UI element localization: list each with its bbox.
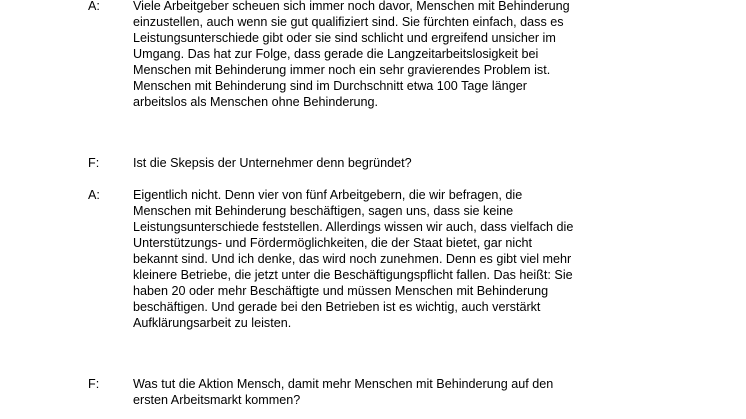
interview-entry (0, 0, 746, 110)
speaker-label: A: (88, 0, 100, 13)
text-line: bekannt sind. Und ich denke, das wird noch zunehmen. Denn es gibt viel mehr (133, 252, 572, 266)
interview-entry (0, 187, 746, 331)
text-line: beschäftigen. Und gerade bei den Betrieben ist es wichtig, auch verstärkt (133, 300, 541, 314)
text-line: Aufklärungsarbeit zu leisten. (133, 316, 292, 330)
speaker-label: A: (88, 188, 100, 202)
text-line: Ist die Skepsis der Unternehmer denn begründet? (133, 156, 412, 170)
speaker-label: F: (88, 156, 100, 170)
text-line: arbeitslos als Menschen ohne Behinderung. (133, 95, 379, 109)
text-line: Umgang. Das hat zur Folge, dass gerade die Langzeitarbeitslosigkeit bei (133, 47, 539, 61)
text-line: kleinere Betriebe, die jetzt unter die Beschäftigungspflicht fallen. Das heißt: Sie (133, 268, 573, 282)
text-line: haben 20 oder mehr Beschäftigte und müssen Menschen mit Behinderung (133, 284, 549, 298)
text-line: Was tut die Aktion Mensch, damit mehr Menschen mit Behinderung auf den (133, 377, 554, 391)
text-line: einzustellen, auch wenn sie gut qualifiziert sind. Sie fürchten einfach, dass es (133, 15, 564, 29)
speaker-label: F: (88, 377, 100, 391)
text-line: ersten Arbeitsmarkt kommen? (133, 393, 301, 407)
entry-text (133, 376, 633, 408)
text-line: Leistungsunterschiede gibt oder sie sind schlicht und ergreifend unsicher im (133, 31, 556, 45)
text-line: Menschen mit Behinderung immer noch ein sehr gravierendes Problem ist. (133, 63, 551, 77)
interview-entry (0, 376, 746, 408)
text-line: Leistungsunterschiede feststellen. Allerdings wissen wir auch, dass vielfach die (133, 220, 574, 234)
entry-text (133, 187, 633, 331)
text-line: Eigentlich nicht. Denn vier von fünf Arbeitgebern, die wir befragen, die (133, 188, 523, 202)
text-line: Menschen mit Behinderung beschäftigen, sagen uns, dass sie keine (133, 204, 514, 218)
text-line: Viele Arbeitgeber scheuen sich immer noch davor, Menschen mit Behinderung (133, 0, 570, 13)
entry-text (133, 155, 633, 171)
entry-text (133, 0, 633, 110)
interview-entry (0, 155, 746, 171)
text-line: Unterstützungs- und Fördermöglichkeiten, die der Staat bietet, gar nicht (133, 236, 533, 250)
text-line: Menschen mit Behinderung sind im Durchschnitt etwa 100 Tage länger (133, 79, 527, 93)
